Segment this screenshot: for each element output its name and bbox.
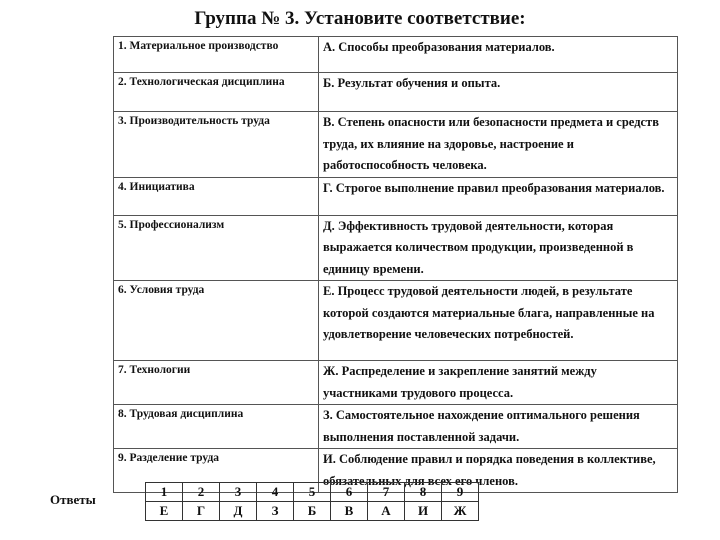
term-cell: 7. Технологии	[114, 361, 319, 405]
answer-letter-cell: А	[368, 502, 405, 521]
answer-letter-cell: Е	[146, 502, 183, 521]
answer-letter-cell: И	[405, 502, 442, 521]
definition-cell: Е. Процесс трудовой деятельности людей, в результате которой создаются материальные блага, направленные на удовлетворение человеческих потребностей.	[319, 281, 678, 361]
definition-cell: З. Самостоятельное нахождение оптимального решения выполнения поставленной задачи.	[319, 405, 678, 449]
table-row	[114, 37, 678, 73]
term-cell: 8. Трудовая дисциплина	[114, 405, 319, 449]
definition-cell: Ж. Распределение и закрепление занятий между участниками трудового процесса.	[319, 361, 678, 405]
answers-label: Ответы	[50, 492, 96, 507]
answer-number-cell: 7	[368, 483, 405, 502]
term-cell: 4. Инициатива	[114, 177, 319, 215]
answer-letter-cell: З	[257, 502, 294, 521]
definition-cell: Д. Эффективность трудовой деятельности, которая выражается количеством продукции, произведенной в единицу времени.	[319, 215, 678, 281]
term-cell: 9. Разделение труда	[114, 449, 319, 493]
answer-letter-cell: Д	[220, 502, 257, 521]
definition-cell: В. Степень опасности или безопасности предмета и средств труда, их влияние на здоровье, настроение и работоспособность человека.	[319, 112, 678, 178]
table-row	[114, 177, 678, 215]
answers-letters-row	[146, 502, 479, 521]
definition-cell: Г. Строгое выполнение правил преобразования материалов.	[319, 177, 678, 215]
answers-numbers-row	[146, 483, 479, 502]
answer-number-cell: 3	[220, 483, 257, 502]
matching-table	[113, 36, 678, 493]
definition-cell: А. Способы преобразования материалов.	[319, 37, 678, 73]
term-cell: 1. Материальное производство	[114, 37, 319, 73]
answers-table	[145, 482, 479, 521]
definition-cell: И. Соблюдение правил и порядка поведения в коллективе, обязательных для всех его членов.	[319, 449, 678, 493]
table-row	[114, 405, 678, 449]
answer-number-cell: 2	[183, 483, 220, 502]
answer-number-cell: 6	[331, 483, 368, 502]
answer-letter-cell: В	[331, 502, 368, 521]
answer-letter-cell: Б	[294, 502, 331, 521]
table-row	[114, 112, 678, 178]
table-row	[114, 361, 678, 405]
term-cell: 2. Технологическая дисциплина	[114, 73, 319, 112]
answer-number-cell: 8	[405, 483, 442, 502]
table-row	[114, 215, 678, 281]
answer-number-cell: 4	[257, 483, 294, 502]
page-title: Группа № 3. Установите соответствие:	[194, 8, 526, 29]
answer-number-cell: 1	[146, 483, 183, 502]
term-cell: 3. Производительность труда	[114, 112, 319, 178]
term-cell: 6. Условия труда	[114, 281, 319, 361]
answer-number-cell: 9	[442, 483, 479, 502]
table-row	[114, 281, 678, 361]
term-cell: 5. Профессионализм	[114, 215, 319, 281]
definition-cell: Б. Результат обучения и опыта.	[319, 73, 678, 112]
table-row	[114, 73, 678, 112]
answer-number-cell: 5	[294, 483, 331, 502]
answer-letter-cell: Ж	[442, 502, 479, 521]
answer-letter-cell: Г	[183, 502, 220, 521]
